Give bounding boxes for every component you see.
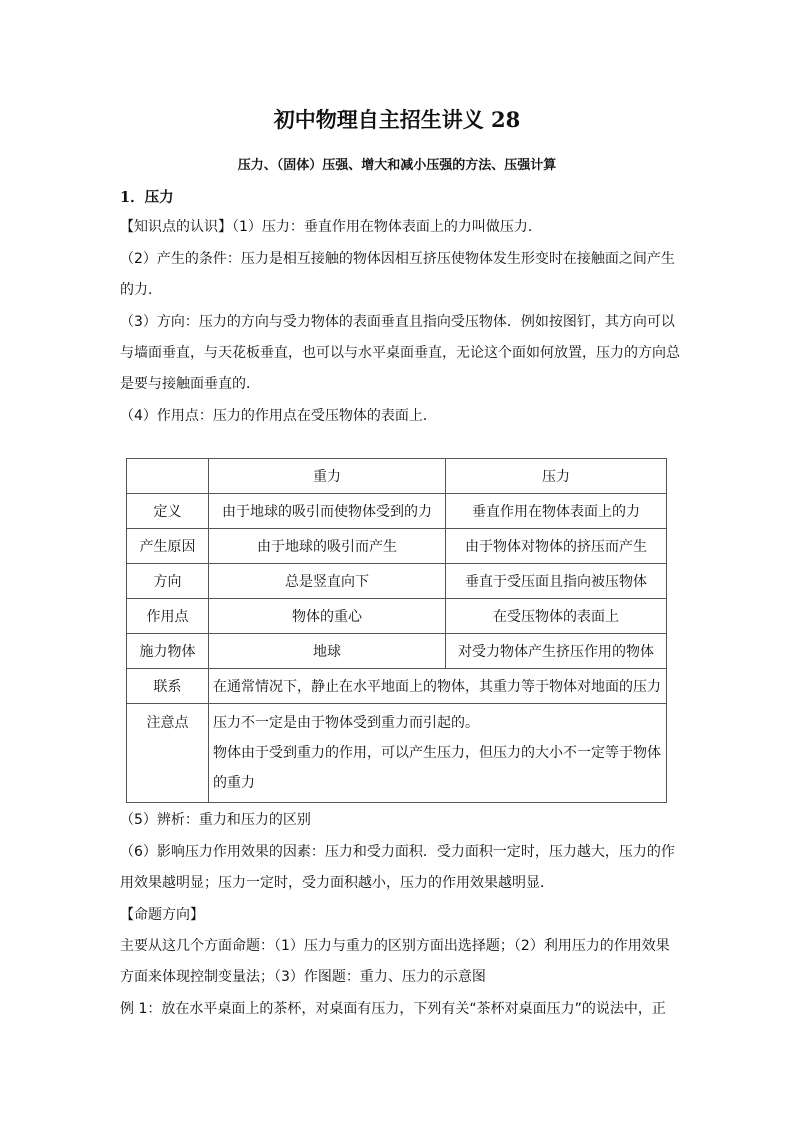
table-header-pressure: 压力 — [446, 459, 667, 494]
table-row — [127, 599, 667, 634]
pressure-cell: 在受压物体的表面上 — [446, 599, 667, 634]
paragraph-line: 用效果越明显；压力一定时，受力面积越小，压力的作用效果越明显． — [120, 875, 554, 891]
section-heading: 1．压力 — [120, 189, 174, 206]
row-label: 注意点 — [127, 704, 209, 803]
gravity-cell: 物体的重心 — [209, 599, 446, 634]
gravity-cell: 由于地球的吸引而产生 — [209, 529, 446, 564]
page-subtitle: 压力、（固体）压强、增大和减小压强的方法、压强计算 — [237, 158, 557, 173]
row-label: 定义 — [127, 494, 209, 529]
row-label: 方向 — [127, 564, 209, 599]
note-line: 物体由于受到重力的作用，可以产生压力，但压力的大小不一定等于物体 — [213, 745, 661, 761]
row-label: 施力物体 — [127, 634, 209, 669]
table-row — [127, 634, 667, 669]
row-label: 联系 — [127, 669, 209, 704]
gravity-cell: 地球 — [209, 634, 446, 669]
row-label: 产生原因 — [127, 529, 209, 564]
pressure-cell: 对受力物体产生挤压作用的物体 — [446, 634, 667, 669]
table-header-row — [127, 459, 667, 494]
paragraph-line: （2）产生的条件：压力是相互接触的物体因相互挤压使物体发生形变时在接触面之间产生 — [120, 251, 675, 267]
note-line: 压力不一定是由于物体受到重力而引起的。 — [213, 715, 479, 731]
paragraph-line: 的力． — [120, 282, 162, 298]
table-row — [127, 529, 667, 564]
paragraph-line: （3）方向：压力的方向与受力物体的表面垂直且指向受压物体．例如按图钉，其方向可以 — [120, 314, 675, 330]
paragraph-line: 【知识点的认识】（1）压力：垂直作用在物体表面上的力叫做压力． — [120, 219, 542, 235]
paragraph-line: 是要与接触面垂直的． — [120, 376, 260, 392]
relation-cell: 在通常情况下，静止在水平地面上的物体，其重力等于物体对地面的压力 — [209, 669, 667, 704]
paragraph-line: 方面来体现控制变量法；（3）作图题：重力、压力的示意图 — [120, 969, 486, 985]
section-heading-proposition: 【命题方向】 — [120, 907, 204, 923]
paragraph-line: 与墙面垂直，与天花板垂直，也可以与水平桌面垂直，无论这个面如何放置，压力的方向总 — [120, 345, 680, 361]
table-header-blank — [127, 459, 209, 494]
paragraph-line: （4）作用点：压力的作用点在受压物体的表面上． — [120, 408, 437, 424]
table-header-gravity: 重力 — [209, 459, 446, 494]
note-line: 的重力 — [213, 775, 255, 791]
paragraph-line: （5）辨析：重力和压力的区别 — [120, 812, 311, 828]
pressure-cell: 由于物体对物体的挤压而产生 — [446, 529, 667, 564]
table-row — [127, 564, 667, 599]
paragraph-line: （6）影响压力作用效果的因素：压力和受力面积．受力面积一定时，压力越大，压力的作 — [120, 844, 675, 860]
comparison-table — [126, 458, 667, 803]
table-row-relation — [127, 669, 667, 704]
paragraph-line: 主要从这几个方面命题：（1）压力与重力的区别方面出选择题；（2）利用压力的作用效果 — [120, 938, 670, 954]
gravity-cell: 由于地球的吸引而使物体受到的力 — [209, 494, 446, 529]
pressure-cell: 垂直作用在物体表面上的力 — [446, 494, 667, 529]
row-label: 作用点 — [127, 599, 209, 634]
page-title: 初中物理自主招生讲义 28 — [273, 107, 521, 132]
table-row — [127, 494, 667, 529]
table-row-notes — [127, 704, 667, 803]
pressure-cell: 垂直于受压面且指向被压物体 — [446, 564, 667, 599]
gravity-cell: 总是竖直向下 — [209, 564, 446, 599]
notes-cell — [209, 704, 667, 803]
example-line: 例 1：放在水平桌面上的茶杯，对桌面有压力，下列有关“茶杯对桌面压力”的说法中，正 — [120, 1001, 666, 1017]
